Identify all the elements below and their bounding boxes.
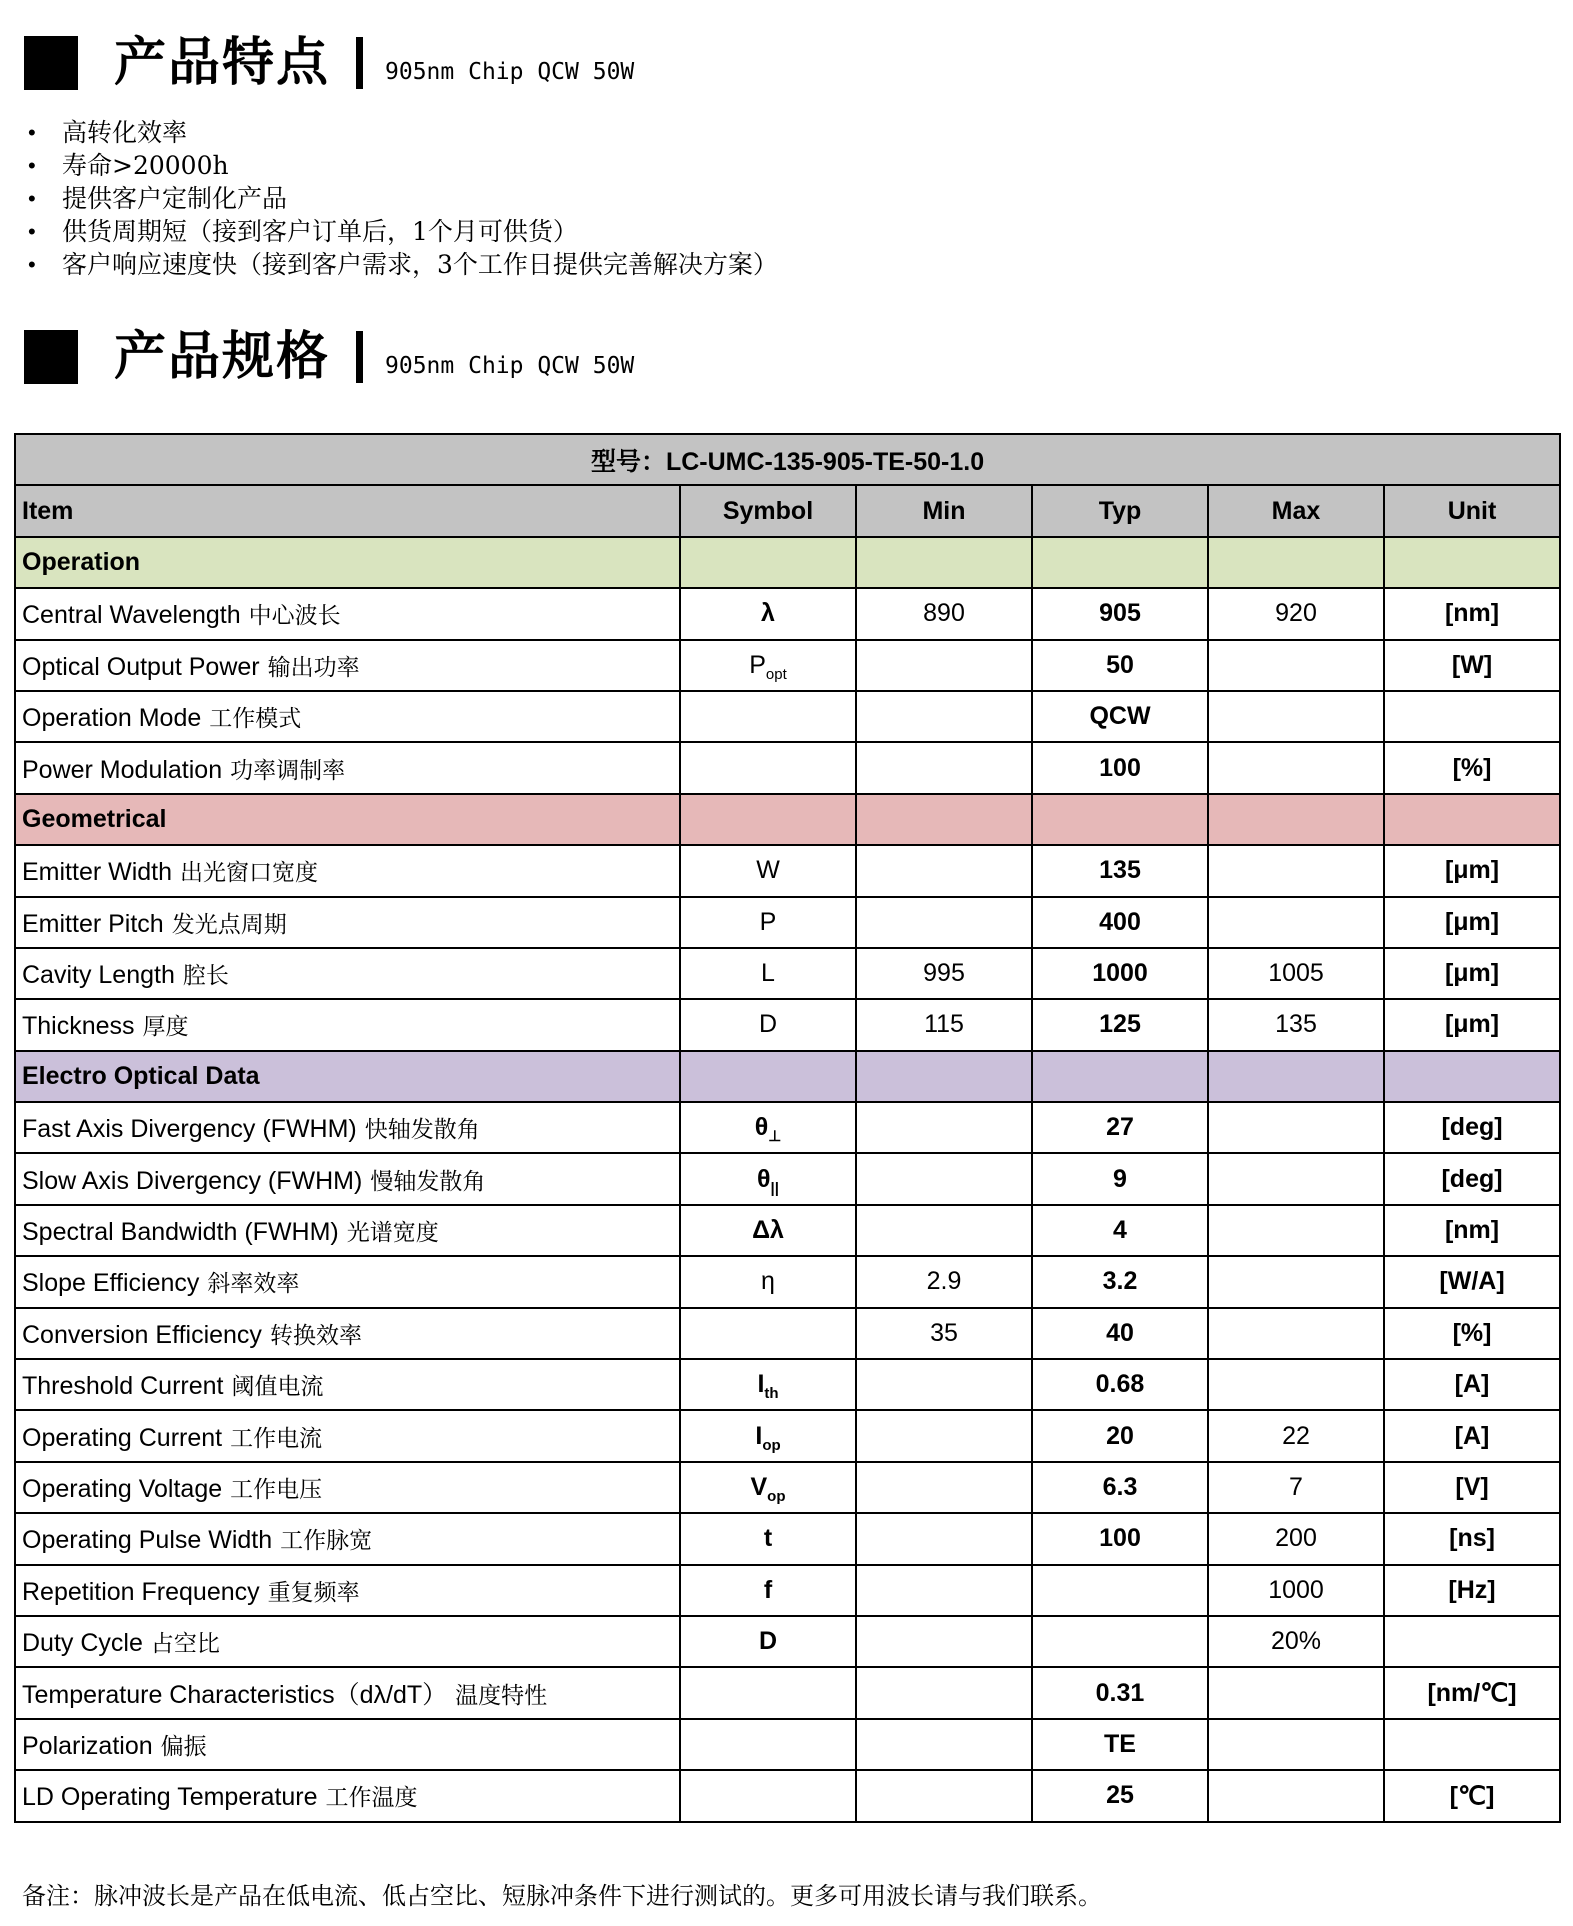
unit-cell: [%] xyxy=(1384,742,1560,793)
table-row xyxy=(15,897,1560,948)
item-cell xyxy=(15,999,680,1050)
item-cell xyxy=(15,1667,680,1718)
table-row xyxy=(15,1462,1560,1513)
unit-cell: [nm] xyxy=(1384,588,1560,639)
min-cell: 115 xyxy=(856,999,1032,1050)
item-cell xyxy=(15,1410,680,1461)
item-name-cn: 占空比 xyxy=(150,1631,220,1658)
item-name: Conversion Efficiency xyxy=(22,1320,262,1349)
unit-cell: [deg] xyxy=(1384,1102,1560,1153)
table-row xyxy=(15,1719,1560,1770)
bullet-icon: • xyxy=(28,219,36,244)
min-cell xyxy=(856,1719,1032,1770)
category-row-geometrical xyxy=(15,794,1560,845)
min-cell xyxy=(856,1410,1032,1461)
section-features-header xyxy=(24,28,634,98)
max-cell xyxy=(1208,1205,1384,1256)
unit-cell: [A] xyxy=(1384,1359,1560,1410)
min-cell xyxy=(856,1770,1032,1821)
max-cell xyxy=(1208,1256,1384,1307)
item-cell xyxy=(15,1513,680,1564)
table-row xyxy=(15,845,1560,896)
unit-cell: [nm/℃] xyxy=(1384,1667,1560,1718)
category-label: Operation xyxy=(15,537,680,588)
symbol: P xyxy=(749,650,766,679)
section-subtitle-spec: 905nm Chip QCW 50W xyxy=(385,353,635,379)
typ-cell: 100 xyxy=(1032,742,1208,793)
table-row xyxy=(15,1205,1560,1256)
item-name-cn: 光谱宽度 xyxy=(346,1220,439,1247)
min-cell: 995 xyxy=(856,948,1032,999)
symbol-subscript: || xyxy=(770,1179,779,1197)
item-cell xyxy=(15,1462,680,1513)
max-cell xyxy=(1208,1667,1384,1718)
col-header-typ: Typ xyxy=(1032,485,1208,536)
unit-cell xyxy=(1384,1719,1560,1770)
list-item: • 客户响应速度快（接到客户需求，3个工作日提供完善解决方案） xyxy=(28,250,778,279)
max-cell xyxy=(1208,897,1384,948)
symbol-cell xyxy=(680,999,856,1050)
min-cell xyxy=(856,845,1032,896)
col-header-min: Min xyxy=(856,485,1032,536)
min-cell xyxy=(856,1667,1032,1718)
symbol-cell xyxy=(680,1308,856,1359)
symbol: I xyxy=(755,1421,763,1450)
symbol: L xyxy=(761,959,775,988)
item-name-cn: 转换效率 xyxy=(269,1322,362,1349)
symbol-cell xyxy=(680,640,856,691)
max-cell xyxy=(1208,691,1384,742)
unit-cell: [μm] xyxy=(1384,845,1560,896)
item-name-cn: 重复频率 xyxy=(267,1579,360,1606)
min-cell xyxy=(856,1616,1032,1667)
table-row xyxy=(15,948,1560,999)
unit-cell: [μm] xyxy=(1384,897,1560,948)
item-cell xyxy=(15,640,680,691)
table-row xyxy=(15,742,1560,793)
typ-cell: 9 xyxy=(1032,1153,1208,1204)
col-header-max: Max xyxy=(1208,485,1384,536)
empty-cell xyxy=(856,794,1032,845)
item-name-cn: 输出功率 xyxy=(267,654,360,681)
category-row-operation xyxy=(15,537,1560,588)
empty-cell xyxy=(1208,537,1384,588)
spec-table xyxy=(14,433,1561,1823)
item-name: Duty Cycle xyxy=(22,1629,143,1658)
table-row xyxy=(15,640,1560,691)
symbol-subscript: op xyxy=(767,1488,786,1505)
section-title-features: 产品特点 xyxy=(114,32,331,93)
item-cell xyxy=(15,1770,680,1821)
empty-cell xyxy=(856,1051,1032,1102)
item-cell xyxy=(15,948,680,999)
item-name: Optical Output Power xyxy=(22,652,260,681)
item-name-cn: 发光点周期 xyxy=(171,911,287,938)
max-cell xyxy=(1208,1770,1384,1821)
max-cell xyxy=(1208,1102,1384,1153)
item-name: Threshold Current xyxy=(22,1372,224,1401)
min-cell xyxy=(856,1102,1032,1153)
category-label: Electro Optical Data xyxy=(15,1051,680,1102)
typ-cell: 135 xyxy=(1032,845,1208,896)
item-name: Spectral Bandwidth (FWHM) xyxy=(22,1218,339,1247)
symbol: I xyxy=(757,1370,765,1399)
section-subtitle-features: 905nm Chip QCW 50W xyxy=(385,59,635,85)
empty-cell xyxy=(1384,537,1560,588)
symbol: D xyxy=(758,1627,778,1656)
typ-cell: 3.2 xyxy=(1032,1256,1208,1307)
item-name: Temperature Characteristics（dλ/dT） xyxy=(22,1681,448,1710)
typ-cell: 1000 xyxy=(1032,948,1208,999)
item-name: Slow Axis Divergency (FWHM) xyxy=(22,1166,363,1195)
max-cell xyxy=(1208,640,1384,691)
unit-cell: [℃] xyxy=(1384,1770,1560,1821)
typ-cell xyxy=(1032,1565,1208,1616)
list-item: • 寿命>20000h xyxy=(28,151,229,180)
item-name-cn: 温度特性 xyxy=(455,1683,548,1710)
unit-cell: [μm] xyxy=(1384,948,1560,999)
min-cell: 2.9 xyxy=(856,1256,1032,1307)
item-cell xyxy=(15,1205,680,1256)
model-number: 型号：LC-UMC-135-905-TE-50-1.0 xyxy=(15,434,1560,485)
min-cell xyxy=(856,640,1032,691)
typ-cell: 400 xyxy=(1032,897,1208,948)
typ-cell: 905 xyxy=(1032,588,1208,639)
item-name-cn: 斜率效率 xyxy=(207,1271,300,1298)
black-square-icon xyxy=(24,36,78,90)
min-cell xyxy=(856,1462,1032,1513)
typ-cell: 4 xyxy=(1032,1205,1208,1256)
empty-cell xyxy=(1032,537,1208,588)
item-name: Repetition Frequency xyxy=(22,1577,260,1606)
symbol-cell xyxy=(680,1205,856,1256)
col-header-item: Item xyxy=(15,485,680,536)
symbol-cell xyxy=(680,1719,856,1770)
list-item: • 高转化效率 xyxy=(28,118,188,147)
typ-cell xyxy=(1032,1616,1208,1667)
min-cell xyxy=(856,1513,1032,1564)
symbol: f xyxy=(763,1575,773,1604)
list-item: • 提供客户定制化产品 xyxy=(28,184,288,213)
empty-cell xyxy=(1384,794,1560,845)
symbol: V xyxy=(750,1473,768,1501)
symbol: t xyxy=(763,1524,773,1553)
typ-cell: 50 xyxy=(1032,640,1208,691)
item-cell xyxy=(15,1308,680,1359)
symbol-subscript: ⊥ xyxy=(768,1128,782,1146)
empty-cell xyxy=(856,537,1032,588)
item-cell xyxy=(15,897,680,948)
item-name-cn: 工作脉宽 xyxy=(280,1528,373,1555)
item-name: Emitter Width xyxy=(22,858,173,887)
min-cell xyxy=(856,1359,1032,1410)
max-cell xyxy=(1208,1719,1384,1770)
list-item: • 供货周期短（接到客户订单后，1个月可供货） xyxy=(28,217,578,246)
symbol-cell xyxy=(680,1102,856,1153)
max-cell xyxy=(1208,742,1384,793)
symbol-cell xyxy=(680,691,856,742)
bullet-icon: • xyxy=(28,153,36,178)
item-cell xyxy=(15,588,680,639)
empty-cell xyxy=(1208,794,1384,845)
unit-cell: [Hz] xyxy=(1384,1565,1560,1616)
symbol-cell xyxy=(680,742,856,793)
max-cell: 1005 xyxy=(1208,948,1384,999)
symbol-cell xyxy=(680,1513,856,1564)
symbol: P xyxy=(759,907,777,936)
typ-cell: 0.68 xyxy=(1032,1359,1208,1410)
min-cell xyxy=(856,897,1032,948)
symbol-cell xyxy=(680,1462,856,1513)
typ-cell: QCW xyxy=(1032,691,1208,742)
max-cell: 200 xyxy=(1208,1513,1384,1564)
max-cell: 135 xyxy=(1208,999,1384,1050)
item-cell xyxy=(15,1359,680,1410)
empty-cell xyxy=(1384,1051,1560,1102)
table-row xyxy=(15,1513,1560,1564)
min-cell xyxy=(856,1153,1032,1204)
symbol-cell xyxy=(680,1770,856,1821)
item-cell xyxy=(15,1102,680,1153)
unit-cell: [μm] xyxy=(1384,999,1560,1050)
symbol-cell xyxy=(680,588,856,639)
symbol: η xyxy=(761,1267,775,1296)
unit-cell: [%] xyxy=(1384,1308,1560,1359)
typ-cell: TE xyxy=(1032,1719,1208,1770)
col-header-symbol: Symbol xyxy=(680,485,856,536)
unit-cell xyxy=(1384,1616,1560,1667)
min-cell xyxy=(856,1565,1032,1616)
category-label: Geometrical xyxy=(15,794,680,845)
max-cell xyxy=(1208,1359,1384,1410)
col-header-unit: Unit xyxy=(1384,485,1560,536)
table-row xyxy=(15,1616,1560,1667)
symbol-cell xyxy=(680,1616,856,1667)
category-row-electro xyxy=(15,1051,1560,1102)
min-cell: 890 xyxy=(856,588,1032,639)
empty-cell xyxy=(680,537,856,588)
item-name-cn: 偏振 xyxy=(160,1733,207,1760)
footnote: 备注：脉冲波长是产品在低电流、低占空比、短脉冲条件下进行测试的。更多可用波长请与我们联系。 xyxy=(22,1882,1102,1910)
typ-cell: 125 xyxy=(1032,999,1208,1050)
symbol-cell xyxy=(680,1359,856,1410)
item-name-cn: 功率调制率 xyxy=(230,757,346,784)
symbol: θ xyxy=(757,1164,771,1193)
unit-cell xyxy=(1384,691,1560,742)
symbol-cell xyxy=(680,948,856,999)
max-cell xyxy=(1208,845,1384,896)
typ-cell: 25 xyxy=(1032,1770,1208,1821)
black-square-icon xyxy=(24,330,78,384)
symbol-cell xyxy=(680,1410,856,1461)
unit-cell: [A] xyxy=(1384,1410,1560,1461)
symbol-cell xyxy=(680,1256,856,1307)
item-name-cn: 腔长 xyxy=(182,963,229,990)
item-cell xyxy=(15,742,680,793)
typ-cell: 6.3 xyxy=(1032,1462,1208,1513)
typ-cell: 40 xyxy=(1032,1308,1208,1359)
empty-cell xyxy=(680,794,856,845)
item-name: Operating Pulse Width xyxy=(22,1526,273,1555)
max-cell: 22 xyxy=(1208,1410,1384,1461)
min-cell xyxy=(856,691,1032,742)
symbol: Δλ xyxy=(752,1216,784,1245)
symbol-cell xyxy=(680,897,856,948)
divider-bar xyxy=(356,331,363,383)
max-cell: 1000 xyxy=(1208,1565,1384,1616)
min-cell xyxy=(856,742,1032,793)
bullet-icon: • xyxy=(28,186,36,211)
item-name-cn: 慢轴发散角 xyxy=(370,1168,486,1195)
item-cell xyxy=(15,1616,680,1667)
item-name: Thickness xyxy=(22,1012,135,1041)
model-row xyxy=(15,434,1560,485)
item-name-cn: 快轴发散角 xyxy=(364,1117,480,1144)
empty-cell xyxy=(1208,1051,1384,1102)
item-cell xyxy=(15,691,680,742)
table-row xyxy=(15,1102,1560,1153)
symbol: W xyxy=(756,856,780,885)
item-name: Operation Mode xyxy=(22,704,202,733)
unit-cell: [deg] xyxy=(1384,1153,1560,1204)
item-name: Fast Axis Divergency (FWHM) xyxy=(22,1115,357,1144)
unit-cell: [ns] xyxy=(1384,1513,1560,1564)
empty-cell xyxy=(680,1051,856,1102)
item-cell xyxy=(15,1565,680,1616)
item-name: LD Operating Temperature xyxy=(22,1783,318,1812)
table-row xyxy=(15,1153,1560,1204)
features-list xyxy=(28,116,778,281)
item-cell xyxy=(15,1153,680,1204)
item-name: Emitter Pitch xyxy=(22,909,164,938)
symbol-cell xyxy=(680,1565,856,1616)
typ-cell: 0.31 xyxy=(1032,1667,1208,1718)
section-spec-header xyxy=(24,322,634,392)
empty-cell xyxy=(1032,1051,1208,1102)
item-cell xyxy=(15,1256,680,1307)
divider-bar xyxy=(356,37,363,89)
unit-cell: [V] xyxy=(1384,1462,1560,1513)
item-name: Operating Current xyxy=(22,1423,223,1452)
section-title-spec: 产品规格 xyxy=(114,326,331,387)
table-row xyxy=(15,1565,1560,1616)
bullet-icon: • xyxy=(28,120,36,145)
table-row xyxy=(15,999,1560,1050)
table-row xyxy=(15,1770,1560,1821)
unit-cell: [W] xyxy=(1384,640,1560,691)
symbol-cell xyxy=(680,1153,856,1204)
item-name-cn: 工作电流 xyxy=(230,1425,323,1452)
item-name: Power Modulation xyxy=(22,755,223,784)
item-name-cn: 阈值电流 xyxy=(231,1374,324,1401)
item-name: Polarization xyxy=(22,1731,153,1760)
table-row xyxy=(15,691,1560,742)
min-cell: 35 xyxy=(856,1308,1032,1359)
typ-cell: 27 xyxy=(1032,1102,1208,1153)
item-name-cn: 工作温度 xyxy=(325,1785,418,1812)
unit-cell: [W/A] xyxy=(1384,1256,1560,1307)
typ-cell: 20 xyxy=(1032,1410,1208,1461)
item-name-cn: 工作模式 xyxy=(209,706,302,733)
item-name: Central Wavelength xyxy=(22,601,241,630)
item-name-cn: 工作电压 xyxy=(230,1477,323,1503)
item-name: Cavity Length xyxy=(22,961,175,990)
max-cell: 20% xyxy=(1208,1616,1384,1667)
max-cell xyxy=(1208,1153,1384,1204)
max-cell: 7 xyxy=(1208,1462,1384,1513)
table-row xyxy=(15,1410,1560,1461)
symbol: θ xyxy=(754,1113,769,1142)
header-row xyxy=(15,485,1560,536)
symbol-subscript: th xyxy=(764,1385,779,1403)
item-name: Slope Efficiency xyxy=(22,1269,200,1298)
item-cell xyxy=(15,1719,680,1770)
table-row xyxy=(15,1308,1560,1359)
bullet-icon: • xyxy=(28,252,36,277)
item-name-cn: 中心波长 xyxy=(248,603,341,630)
table-row xyxy=(15,588,1560,639)
unit-cell: [nm] xyxy=(1384,1205,1560,1256)
max-cell xyxy=(1208,1308,1384,1359)
symbol-cell xyxy=(680,845,856,896)
item-name-cn: 出光窗口宽度 xyxy=(180,860,319,887)
max-cell: 920 xyxy=(1208,588,1384,639)
table-row xyxy=(15,1256,1560,1307)
typ-cell: 100 xyxy=(1032,1513,1208,1564)
item-name: Operating Voltage xyxy=(22,1475,223,1503)
symbol: D xyxy=(758,1010,778,1039)
min-cell xyxy=(856,1205,1032,1256)
empty-cell xyxy=(1032,794,1208,845)
symbol-subscript: op xyxy=(762,1436,781,1454)
symbol-cell xyxy=(680,1667,856,1718)
table-row xyxy=(15,1667,1560,1718)
item-cell xyxy=(15,845,680,896)
item-name-cn: 厚度 xyxy=(142,1014,189,1041)
table-row xyxy=(15,1359,1560,1410)
symbol-subscript: opt xyxy=(765,665,787,683)
symbol: λ xyxy=(761,599,775,628)
